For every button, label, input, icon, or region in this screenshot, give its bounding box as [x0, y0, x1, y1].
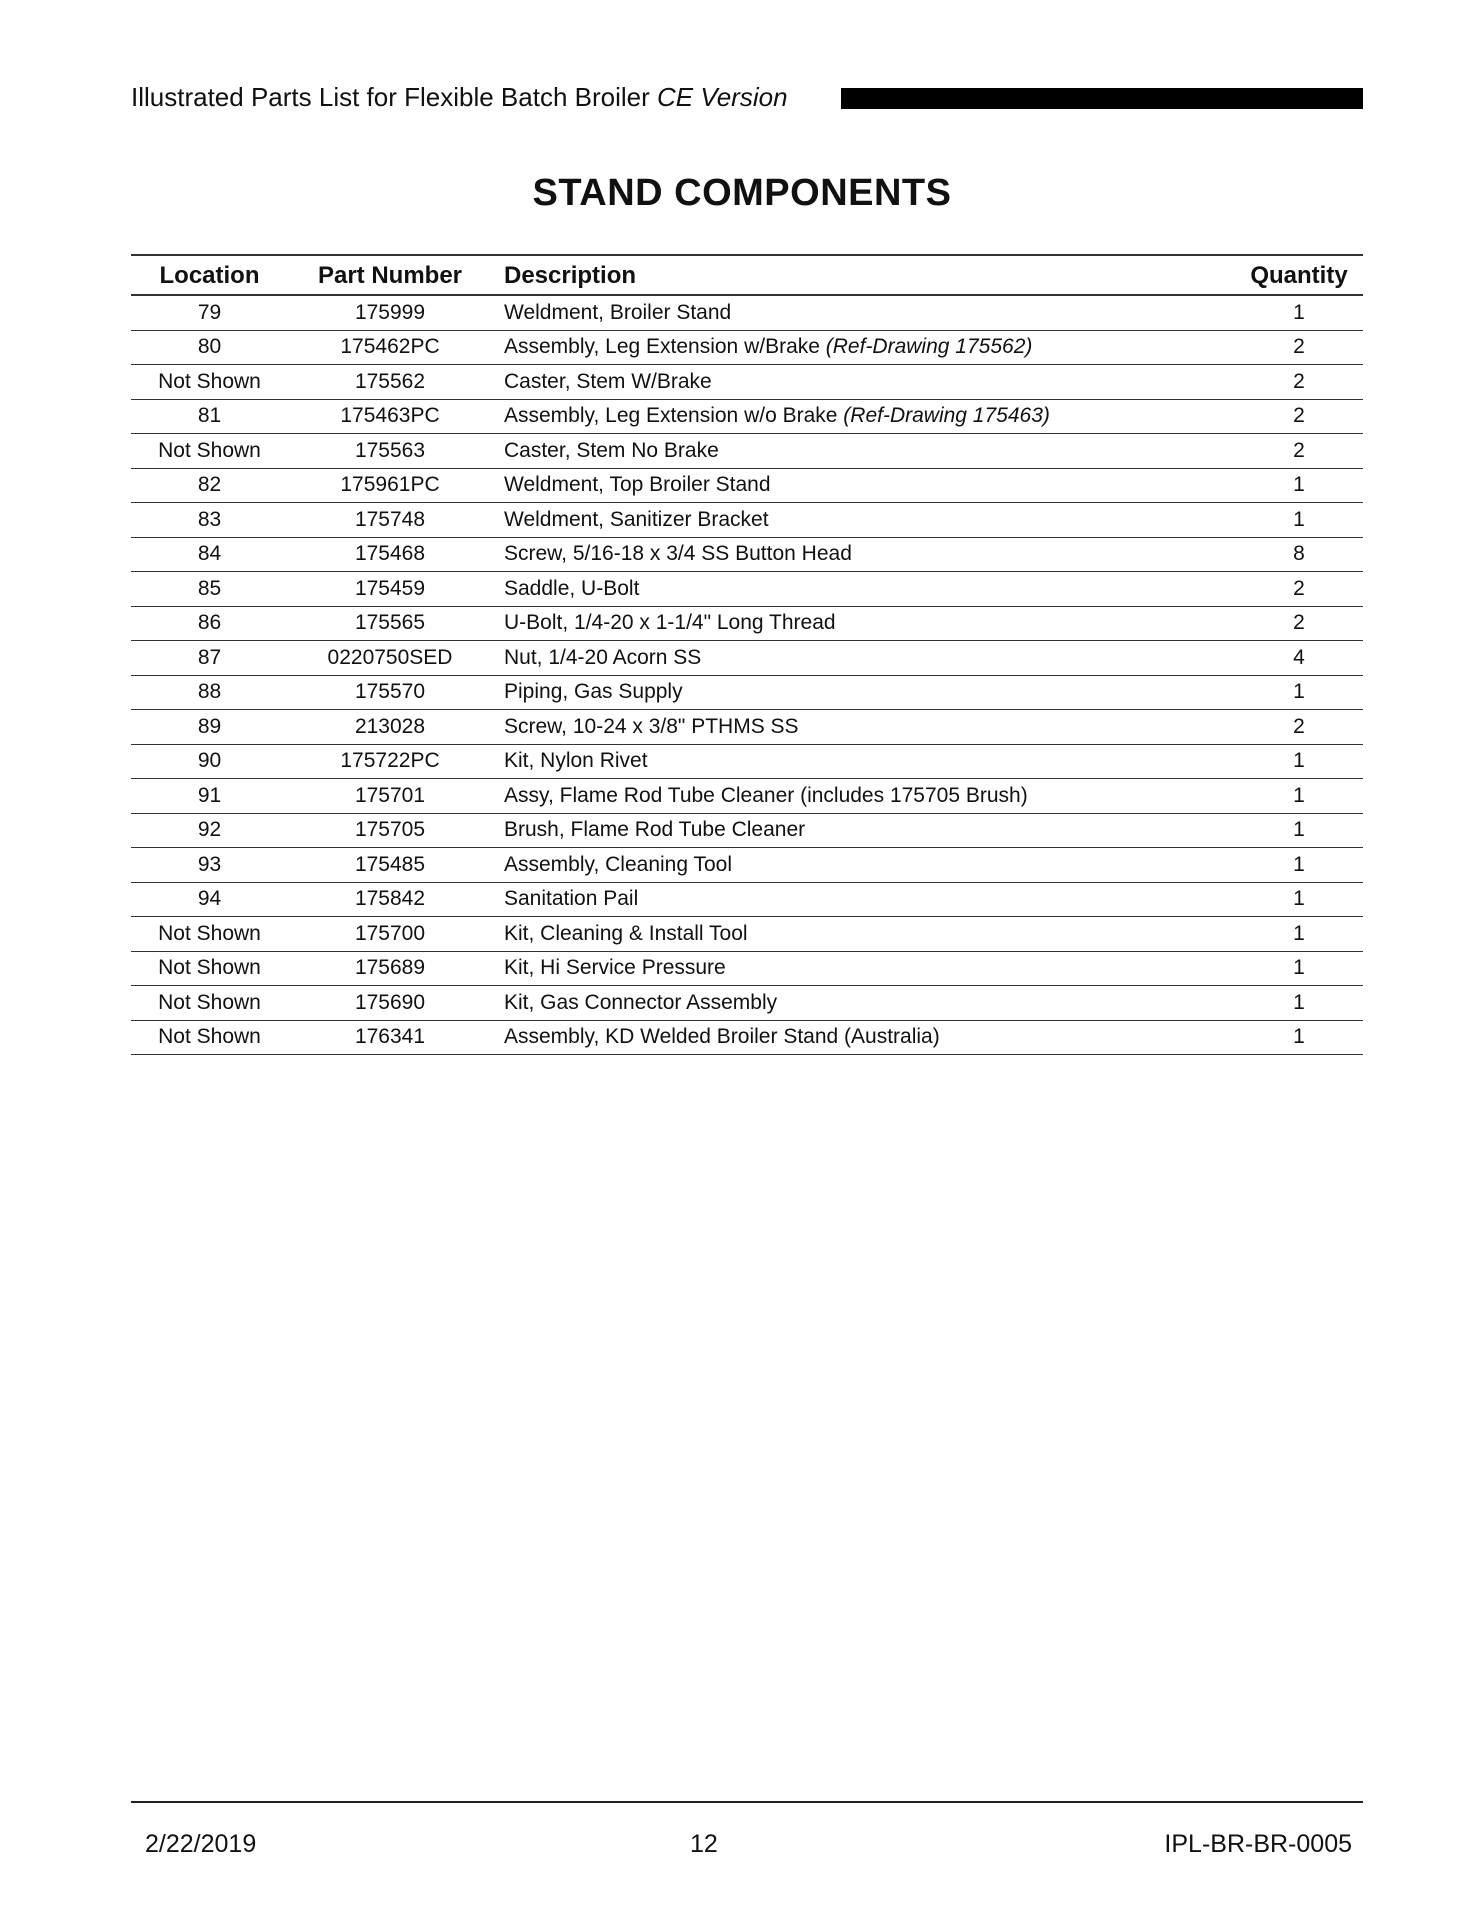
table-row: [131, 434, 1363, 469]
cell-location: 88: [131, 675, 288, 710]
cell-location: 91: [131, 779, 288, 814]
cell-location: 92: [131, 813, 288, 848]
cell-description: [492, 606, 1235, 641]
reference-drawing: (Ref-Drawing 175463): [843, 404, 1050, 428]
cell-part-number: 175842: [288, 882, 492, 917]
cell-quantity: 1: [1235, 951, 1363, 986]
cell-part-number: 175689: [288, 951, 492, 986]
cell-quantity: 2: [1235, 330, 1363, 365]
description-text: Kit, Hi Service Pressure: [504, 956, 726, 980]
cell-quantity: 2: [1235, 606, 1363, 641]
table-row: [131, 572, 1363, 607]
cell-quantity: 1: [1235, 468, 1363, 503]
cell-quantity: 2: [1235, 572, 1363, 607]
description-text: Weldment, Sanitizer Bracket: [504, 507, 769, 531]
table-row: [131, 537, 1363, 572]
table-row: [131, 779, 1363, 814]
cell-part-number: 0220750SED: [288, 641, 492, 676]
description-text: Kit, Gas Connector Assembly: [504, 990, 778, 1014]
table-row: [131, 365, 1363, 400]
cell-description: [492, 572, 1235, 607]
cell-quantity: 1: [1235, 882, 1363, 917]
cell-part-number: 175468: [288, 537, 492, 572]
cell-location: 86: [131, 606, 288, 641]
table-row: [131, 503, 1363, 538]
cell-description: [492, 710, 1235, 745]
cell-quantity: 4: [1235, 641, 1363, 676]
column-header-description: Description: [492, 255, 1235, 295]
cell-part-number: 175690: [288, 986, 492, 1021]
cell-location: Not Shown: [131, 434, 288, 469]
cell-location: 79: [131, 295, 288, 330]
cell-part-number: 175570: [288, 675, 492, 710]
table-row: [131, 1020, 1363, 1055]
cell-location: Not Shown: [131, 1020, 288, 1055]
cell-description: [492, 986, 1235, 1021]
description-text: Weldment, Broiler Stand: [504, 300, 732, 324]
cell-part-number: 175700: [288, 917, 492, 952]
cell-location: 80: [131, 330, 288, 365]
description-text: Kit, Cleaning & Install Tool: [504, 921, 748, 945]
description-text: Assembly, KD Welded Broiler Stand (Australia): [504, 1025, 940, 1049]
header-title-text: Illustrated Parts List for Flexible Batch Broiler: [131, 82, 650, 112]
cell-quantity: 1: [1235, 295, 1363, 330]
cell-quantity: 1: [1235, 813, 1363, 848]
footer-date: 2/22/2019: [145, 1830, 257, 1858]
description-text: Assembly, Leg Extension w/o Brake: [504, 404, 844, 428]
description-text: Assembly, Cleaning Tool: [504, 852, 733, 876]
description-text: Brush, Flame Rod Tube Cleaner: [504, 818, 806, 842]
cell-quantity: 1: [1235, 675, 1363, 710]
cell-quantity: 2: [1235, 710, 1363, 745]
table-row: [131, 917, 1363, 952]
footer-page-number: 12: [690, 1830, 718, 1858]
table-header-row: [131, 255, 1363, 295]
cell-description: [492, 744, 1235, 779]
cell-location: 89: [131, 710, 288, 745]
table-row: [131, 710, 1363, 745]
table-row: [131, 744, 1363, 779]
cell-location: 83: [131, 503, 288, 538]
cell-description: [492, 951, 1235, 986]
description-text: U-Bolt, 1/4-20 x 1-1/4" Long Thread: [504, 611, 836, 635]
description-text: Piping, Gas Supply: [504, 680, 683, 704]
cell-description: [492, 330, 1235, 365]
column-header-quantity: Quantity: [1235, 255, 1363, 295]
table-row: [131, 295, 1363, 330]
description-text: Sanitation Pail: [504, 887, 639, 911]
cell-part-number: 175701: [288, 779, 492, 814]
table-row: [131, 986, 1363, 1021]
cell-part-number: 175463PC: [288, 399, 492, 434]
cell-description: [492, 468, 1235, 503]
cell-quantity: 2: [1235, 434, 1363, 469]
cell-location: Not Shown: [131, 917, 288, 952]
cell-description: [492, 779, 1235, 814]
cell-location: 81: [131, 399, 288, 434]
footer-doc-number: IPL-BR-BR-0005: [1164, 1830, 1352, 1858]
cell-description: [492, 641, 1235, 676]
table-row: [131, 641, 1363, 676]
cell-quantity: 1: [1235, 986, 1363, 1021]
page-header: [131, 80, 1363, 116]
section-title: STAND COMPONENTS: [532, 172, 952, 214]
cell-location: 90: [131, 744, 288, 779]
header-version: CE Version: [657, 82, 788, 112]
table-row: [131, 813, 1363, 848]
table-row: [131, 675, 1363, 710]
description-text: Assy, Flame Rod Tube Cleaner (includes 175705 Brush): [504, 783, 1028, 807]
cell-quantity: 1: [1235, 848, 1363, 883]
cell-description: [492, 882, 1235, 917]
cell-part-number: 175459: [288, 572, 492, 607]
cell-part-number: 175562: [288, 365, 492, 400]
cell-location: 94: [131, 882, 288, 917]
table-row: [131, 399, 1363, 434]
cell-location: 87: [131, 641, 288, 676]
cell-description: [492, 917, 1235, 952]
cell-part-number: 175485: [288, 848, 492, 883]
cell-part-number: 213028: [288, 710, 492, 745]
cell-description: [492, 537, 1235, 572]
table-row: [131, 606, 1363, 641]
cell-location: 82: [131, 468, 288, 503]
footer-rule: [131, 1801, 1363, 1803]
table-row: [131, 468, 1363, 503]
cell-quantity: 8: [1235, 537, 1363, 572]
cell-location: Not Shown: [131, 986, 288, 1021]
cell-location: Not Shown: [131, 365, 288, 400]
cell-part-number: 175748: [288, 503, 492, 538]
cell-description: [492, 1020, 1235, 1055]
header-bar: [841, 88, 1363, 109]
table-row: [131, 882, 1363, 917]
cell-part-number: 175565: [288, 606, 492, 641]
description-text: Kit, Nylon Rivet: [504, 749, 648, 773]
cell-location: Not Shown: [131, 951, 288, 986]
table-row: [131, 951, 1363, 986]
cell-description: [492, 399, 1235, 434]
description-text: Nut, 1/4-20 Acorn SS: [504, 645, 702, 669]
column-header-location: Location: [131, 255, 288, 295]
header-title: [131, 82, 788, 112]
cell-part-number: 176341: [288, 1020, 492, 1055]
description-text: Screw, 10-24 x 3/8" PTHMS SS: [504, 714, 799, 738]
cell-quantity: 2: [1235, 399, 1363, 434]
cell-part-number: 175961PC: [288, 468, 492, 503]
reference-drawing: (Ref-Drawing 175562): [825, 335, 1033, 359]
description-text: Caster, Stem W/Brake: [504, 369, 712, 393]
cell-quantity: 2: [1235, 365, 1363, 400]
cell-part-number: 175722PC: [288, 744, 492, 779]
cell-location: 93: [131, 848, 288, 883]
cell-description: [492, 503, 1235, 538]
description-text: Assembly, Leg Extension w/Brake: [504, 335, 826, 359]
cell-description: [492, 365, 1235, 400]
cell-description: [492, 675, 1235, 710]
description-text: Caster, Stem No Brake: [504, 438, 719, 462]
description-text: Saddle, U-Bolt: [504, 576, 640, 600]
column-header-part-number: Part Number: [288, 255, 492, 295]
cell-quantity: 1: [1235, 1020, 1363, 1055]
cell-part-number: 175705: [288, 813, 492, 848]
cell-description: [492, 813, 1235, 848]
table-row: [131, 848, 1363, 883]
cell-part-number: 175563: [288, 434, 492, 469]
cell-quantity: 1: [1235, 917, 1363, 952]
cell-location: 85: [131, 572, 288, 607]
parts-table-body: [131, 295, 1363, 1055]
description-text: Weldment, Top Broiler Stand: [504, 473, 771, 497]
cell-quantity: 1: [1235, 744, 1363, 779]
cell-location: 84: [131, 537, 288, 572]
cell-description: [492, 295, 1235, 330]
cell-part-number: 175462PC: [288, 330, 492, 365]
cell-part-number: 175999: [288, 295, 492, 330]
table-row: [131, 330, 1363, 365]
description-text: Screw, 5/16-18 x 3/4 SS Button Head: [504, 542, 852, 566]
cell-quantity: 1: [1235, 503, 1363, 538]
cell-description: [492, 434, 1235, 469]
cell-description: [492, 848, 1235, 883]
parts-table: [131, 254, 1363, 1055]
cell-quantity: 1: [1235, 779, 1363, 814]
